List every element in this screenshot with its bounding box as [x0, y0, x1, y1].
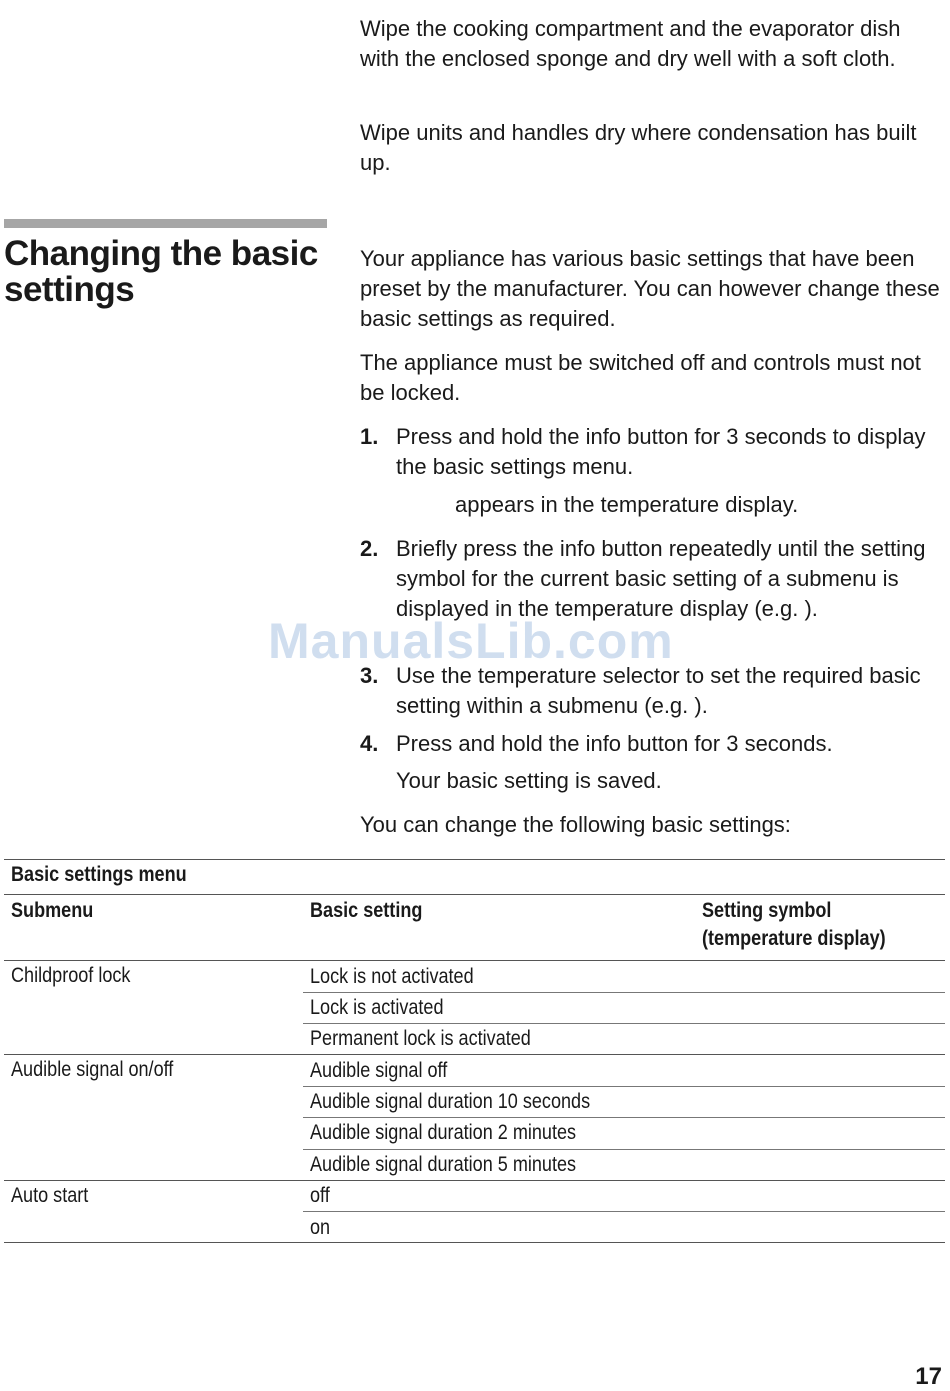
row-rule [303, 992, 945, 993]
table-rule [4, 1054, 945, 1055]
submenu-auto-start: Auto start [11, 1184, 89, 1207]
step-1-result: appears in the temperature display. [455, 492, 799, 517]
step-4-number: 4. [360, 731, 379, 756]
setting-row: Lock is activated [310, 996, 444, 1019]
section-title: Changing the basic settings [4, 234, 318, 309]
submenu-audible-signal: Audible signal on/off [11, 1058, 174, 1081]
section-paragraph-2: The appliance must be switched off and controls must not be locked. [360, 350, 921, 405]
intro-paragraph-1: Wipe the cooking compartment and the evaporator dish with the enclosed sponge and dry well with a soft cloth. [360, 16, 901, 71]
table-rule [4, 894, 945, 895]
setting-row: Lock is not activated [310, 965, 474, 988]
step-3-text: Use the temperature selector to set the required basic setting within a submenu (e.g. ). [396, 663, 921, 718]
header-basic-setting: Basic setting [310, 899, 423, 922]
after-steps-text: You can change the following basic settings: [360, 812, 791, 837]
step-3-number: 3. [360, 663, 379, 688]
setting-row: on [310, 1216, 331, 1239]
header-submenu: Submenu [11, 899, 94, 922]
submenu-childproof-lock: Childproof lock [11, 964, 131, 987]
step-1-number: 1. [360, 424, 379, 449]
setting-row: Audible signal duration 10 seconds [310, 1090, 591, 1113]
setting-row: Audible signal duration 5 minutes [310, 1153, 577, 1176]
intro-paragraph-2: Wipe units and handles dry where condensation has built up. [360, 120, 917, 175]
step-1-text: Press and hold the info button for 3 seconds to display the basic settings menu. [396, 424, 926, 479]
table-title: Basic settings menu [11, 863, 187, 886]
row-rule [303, 1023, 945, 1024]
header-setting-symbol-sub: (temperature display) [702, 927, 886, 950]
setting-row: Audible signal off [310, 1059, 448, 1082]
step-4-result: Your basic setting is saved. [396, 768, 662, 793]
row-rule [303, 1086, 945, 1087]
setting-row: Audible signal duration 2 minutes [310, 1121, 577, 1144]
setting-row: off [310, 1184, 330, 1207]
step-2-text: Briefly press the info button repeatedly until the setting symbol for the current basic setting of a submenu is displayed in the temperature display (e.g. ). [396, 536, 926, 621]
table-rule [4, 1180, 945, 1181]
table-rule [4, 1242, 945, 1243]
row-rule [303, 1117, 945, 1118]
row-rule [303, 1211, 945, 1212]
row-rule [303, 1149, 945, 1150]
table-rule [4, 859, 945, 860]
section-divider [4, 219, 327, 228]
setting-row: Permanent lock is activated [310, 1027, 531, 1050]
header-setting-symbol: Setting symbol [702, 899, 832, 922]
watermark: ManualsLib.com [268, 613, 674, 669]
table-rule [4, 960, 945, 961]
step-2-number: 2. [360, 536, 379, 561]
step-4-text: Press and hold the info button for 3 seconds. [396, 731, 833, 756]
section-paragraph-1: Your appliance has various basic settings that have been preset by the manufacturer. You can however change these basic settings as required. [360, 246, 940, 331]
page-number: 17 [915, 1363, 942, 1390]
